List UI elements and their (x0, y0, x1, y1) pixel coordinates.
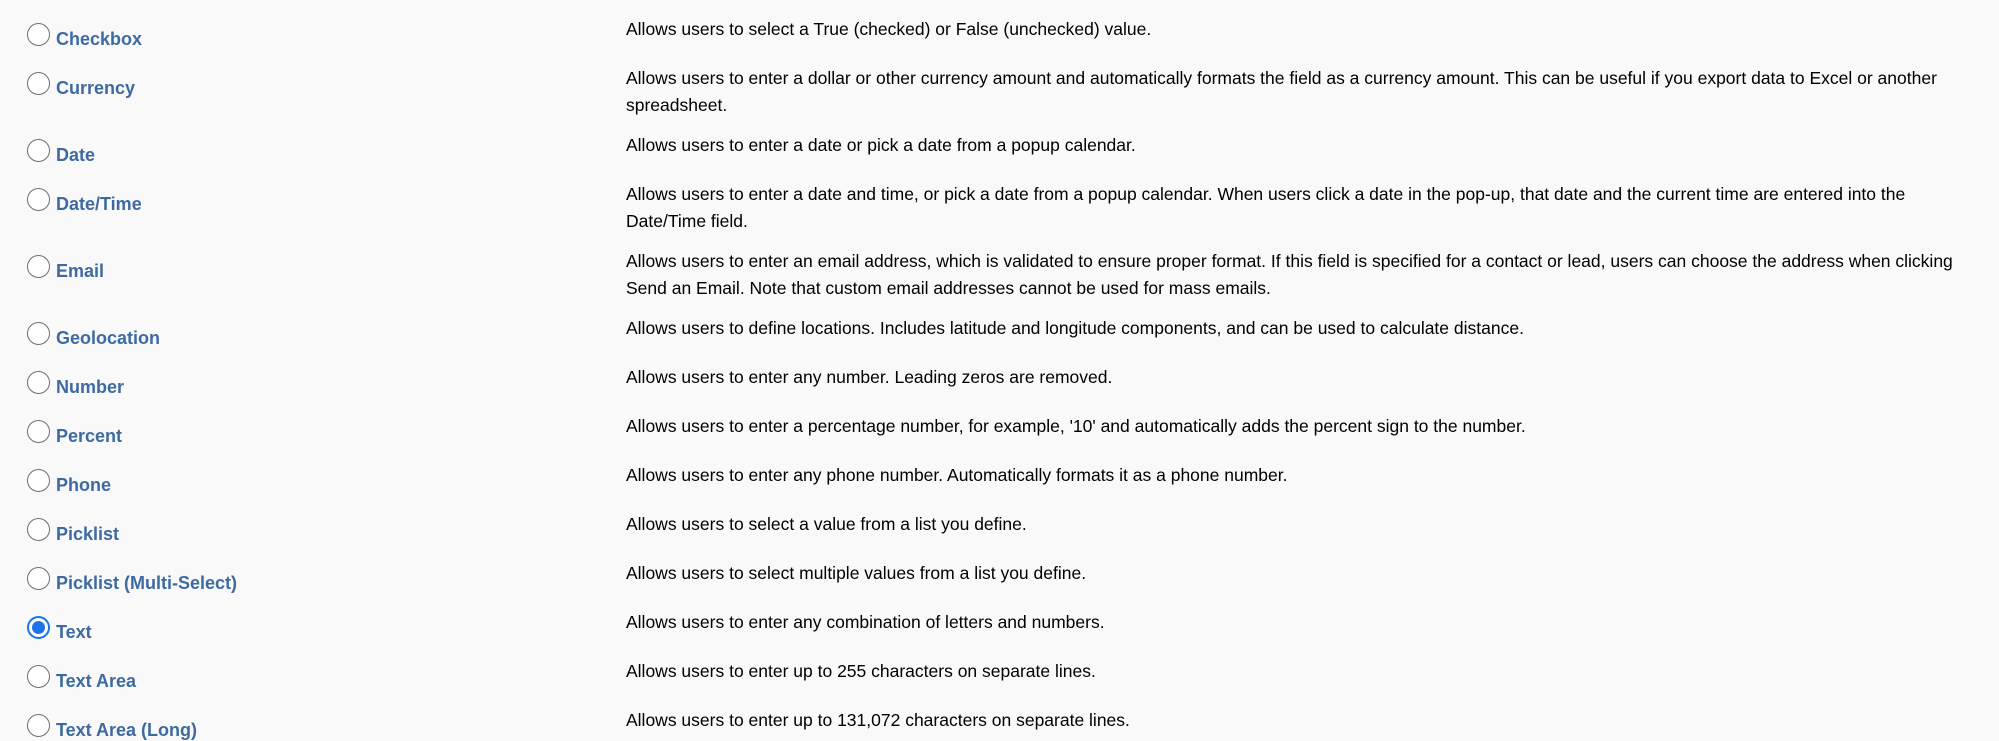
radio-datetime[interactable] (27, 188, 50, 211)
radio-number[interactable] (27, 371, 50, 394)
type-description-geolocation: Allows users to define locations. Includes latitude and longitude components, and can be used to calculate distance. (626, 318, 1524, 338)
radio-text-area[interactable] (27, 665, 50, 688)
type-label-text[interactable]: Text (56, 622, 92, 642)
type-label-percent[interactable]: Percent (56, 426, 123, 446)
type-description-percent: Allows users to enter a percentage number, for example, '10' and automatically adds the percent sign to the number. (626, 416, 1526, 436)
type-label-picklist-multi-select[interactable]: Picklist (Multi-Select) (56, 573, 238, 593)
radio-date[interactable] (27, 139, 50, 162)
type-description-text-area: Allows users to enter up to 255 characters on separate lines. (626, 661, 1096, 681)
radio-text[interactable] (27, 616, 50, 639)
radio-percent[interactable] (27, 420, 50, 443)
type-description-currency: Allows users to enter a dollar or other currency amount and automatically formats the field as a currency amount. This can be useful if you export data to Excel or another spreadsheet. (626, 68, 1937, 115)
type-label-currency[interactable]: Currency (56, 78, 136, 98)
type-description-number: Allows users to enter any number. Leading zeros are removed. (626, 367, 1113, 387)
radio-geolocation[interactable] (27, 322, 50, 345)
type-label-geolocation[interactable]: Geolocation (56, 328, 161, 348)
type-description-checkbox: Allows users to select a True (checked) or False (unchecked) value. (626, 19, 1152, 39)
type-label-picklist[interactable]: Picklist (56, 524, 120, 544)
type-label-email[interactable]: Email (56, 261, 105, 281)
radio-email[interactable] (27, 255, 50, 278)
type-description-picklist: Allows users to select a value from a list you define. (626, 514, 1027, 534)
radio-phone[interactable] (27, 469, 50, 492)
type-label-text-area[interactable]: Text Area (56, 671, 137, 691)
type-label-number[interactable]: Number (56, 377, 125, 397)
type-description-picklist-multi-select: Allows users to select multiple values from a list you define. (626, 563, 1087, 583)
type-description-datetime: Allows users to enter a date and time, or pick a date from a popup calendar. When users click a date in the pop-up, that date and the current time are entered into the Date/Time field. (626, 184, 1906, 231)
type-description-email: Allows users to enter an email address, which is validated to ensure proper format. If this field is specified for a contact or lead, users can choose the address when clicking Send an Email. Note that custom email addresses cannot be used for mass emails. (626, 251, 1953, 298)
type-label-date[interactable]: Date (56, 145, 96, 165)
radio-picklist[interactable] (27, 518, 50, 541)
radio-currency[interactable] (27, 72, 50, 95)
type-description-phone: Allows users to enter any phone number. Automatically formats it as a phone number. (626, 465, 1288, 485)
radio-picklist-multi-select[interactable] (27, 567, 50, 590)
type-label-datetime[interactable]: Date/Time (56, 194, 142, 214)
type-label-text-area-long[interactable]: Text Area (Long) (56, 720, 198, 740)
type-description-text: Allows users to enter any combination of letters and numbers. (626, 612, 1105, 632)
type-label-phone[interactable]: Phone (56, 475, 112, 495)
radio-text-area-long[interactable] (27, 714, 50, 737)
type-label-checkbox[interactable]: Checkbox (56, 29, 143, 49)
type-description-date: Allows users to enter a date or pick a date from a popup calendar. (626, 135, 1136, 155)
type-description-text-area-long: Allows users to enter up to 131,072 characters on separate lines. (626, 710, 1130, 730)
radio-checkbox[interactable] (27, 23, 50, 46)
